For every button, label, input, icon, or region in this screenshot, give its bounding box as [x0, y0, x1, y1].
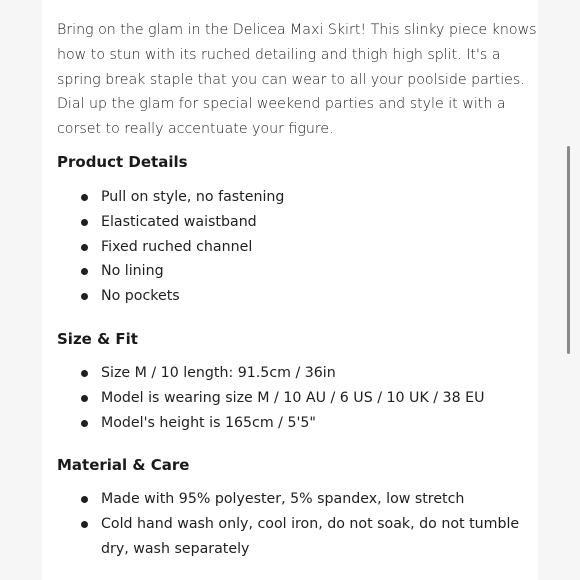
- list-item-text: Model is wearing size M / 10 AU / 6 US / 10 UK / 38 EU: [101, 389, 485, 406]
- list-item-text: Cold hand wash only, cool iron, do not soak, do not tumble dry, wash separately: [101, 515, 520, 557]
- bullet-icon: [81, 420, 88, 427]
- vertical-scrollbar[interactable]: [567, 146, 570, 354]
- bullet-icon: [81, 268, 88, 275]
- list-item: [42, 361, 531, 386]
- list-item-text: Elasticated waistband: [101, 213, 257, 230]
- list-item: [42, 185, 531, 210]
- list-item: [42, 259, 531, 284]
- list-item: [42, 411, 531, 436]
- bullet-icon: [81, 370, 88, 377]
- bullet-icon: [81, 293, 88, 300]
- material-care-list: [42, 487, 531, 561]
- product-details-heading: Product Details: [57, 153, 188, 171]
- list-item: [42, 284, 531, 309]
- bullet-icon: [81, 244, 88, 251]
- list-item: [42, 210, 531, 235]
- list-item-text: Size M / 10 length: 91.5cm / 36in: [101, 365, 336, 381]
- bullet-icon: [81, 395, 88, 402]
- list-item-text: Model's height is 165cm / 5'5": [101, 414, 316, 431]
- product-intro-text: Bring on the glam in the Delicea Maxi Skirt! This slinky piece knows how to stun with its ruched detailing and thigh high split. It's a spring break staple that you can wear to all your poolside parties. Dial up the glam for special weekend parties and style it with a corset to really accentuate your figure.: [57, 22, 537, 138]
- size-fit-heading: Size & Fit: [57, 330, 138, 348]
- left-margin: [0, 0, 42, 580]
- size-fit-list: [42, 361, 531, 435]
- list-item-text: Pull on style, no fastening: [101, 189, 285, 205]
- list-item: [42, 512, 531, 562]
- bullet-icon: [81, 521, 88, 528]
- list-item: [42, 235, 531, 260]
- description-panel: [42, 0, 538, 580]
- bullet-icon: [81, 219, 88, 226]
- list-item-text: Fixed ruched channel: [101, 238, 253, 255]
- material-care-heading: Material & Care: [57, 456, 190, 474]
- bullet-icon: [81, 496, 88, 503]
- list-item-text: No pockets: [101, 288, 180, 305]
- list-item-text: No lining: [101, 263, 164, 280]
- bullet-icon: [81, 194, 88, 201]
- product-details-list: [42, 185, 531, 309]
- list-item-text: Made with 95% polyester, 5% spandex, low stretch: [101, 491, 465, 507]
- right-margin: [538, 0, 580, 580]
- list-item: [42, 386, 531, 411]
- list-item: [42, 487, 531, 512]
